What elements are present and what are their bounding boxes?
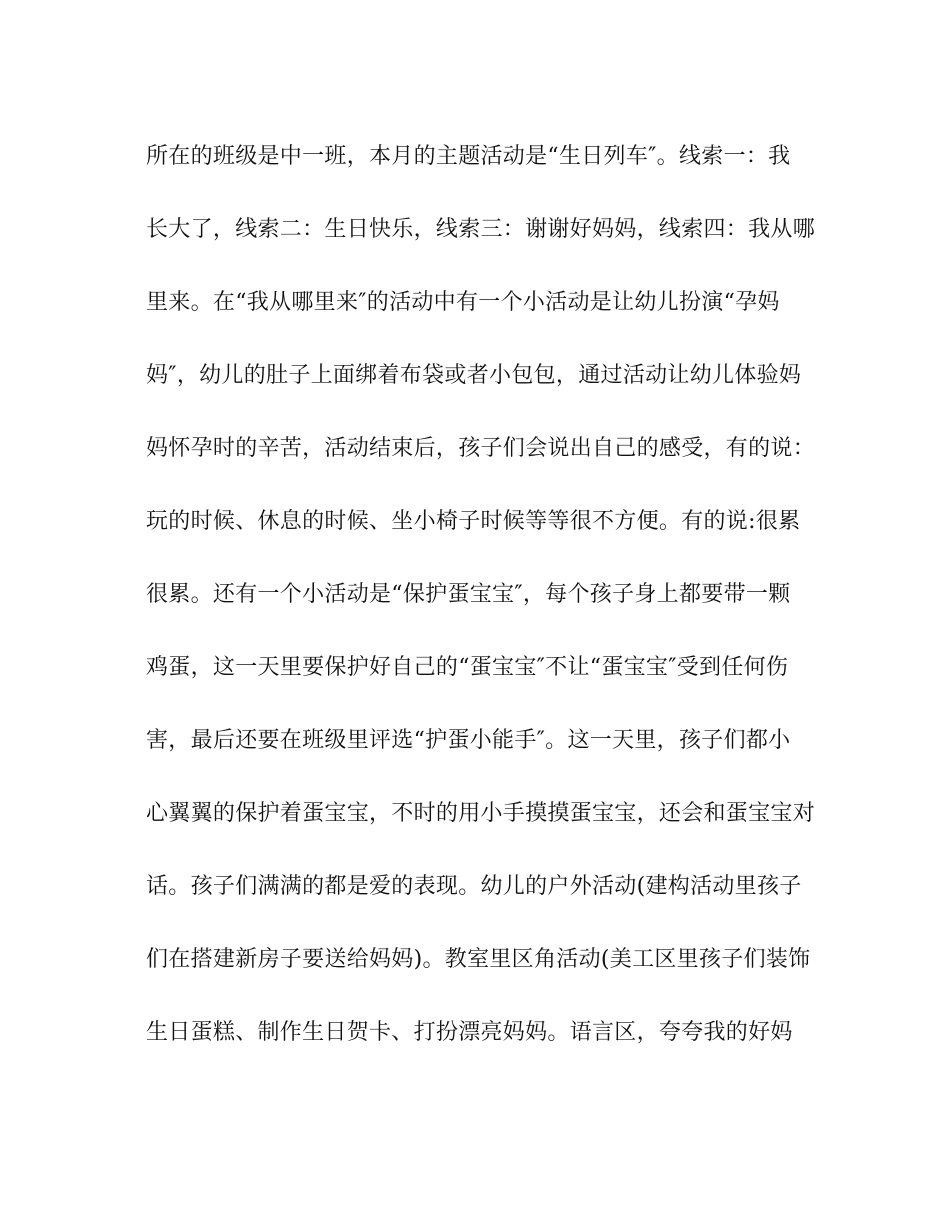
body-paragraph (146, 138, 816, 1087)
text-line-10: 心翼翼的保护着蛋宝宝，不时的用小手摸摸蛋宝宝，还会和蛋宝宝对 (146, 801, 816, 826)
text-line-4: 妈″，幼儿的肚子上面绑着布袋或者小包包，通过活动让幼儿体验妈 (146, 363, 802, 388)
text-line-13: 生日蛋糕、制作生日贺卡、打扮漂亮妈妈。语言区，夸夸我的好妈 (146, 1020, 793, 1045)
text-line-9: 害，最后还要在班级里评选“护蛋小能手″。这一天里，孩子们都小 (146, 728, 791, 753)
text-line-6: 玩的时候、休息的时候、坐小椅子时候等等很不方便。有的说:很累 (146, 509, 801, 534)
text-line-8: 鸡蛋，这一天里要保护好自己的“蛋宝宝″不让“蛋宝宝″受到任何伤 (146, 655, 789, 680)
text-line-5: 妈怀孕时的辛苦，活动结束后，孩子们会说出自己的感受，有的说： (146, 436, 816, 461)
text-line-12: 们在搭建新房子要送给妈妈)。教室里区角活动(美工区里孩子们装饰 (146, 947, 811, 972)
text-line-2: 长大了，线索二：生日快乐，线索三：谢谢好妈妈，线索四：我从哪 (146, 217, 816, 242)
text-line-7: 很累。还有一个小活动是“保护蛋宝宝″，每个孩子身上都要带一颗 (146, 582, 791, 607)
text-line-3: 里来。在“我从哪里来″的活动中有一个小活动是让幼儿扮演“孕妈 (146, 290, 780, 315)
text-line-1: 所在的班级是中一班，本月的主题活动是“生日列车″。线索一：我 (146, 144, 791, 169)
text-line-11: 话。孩子们满满的都是爱的表现。幼儿的户外活动(建构活动里孩子 (146, 874, 802, 899)
